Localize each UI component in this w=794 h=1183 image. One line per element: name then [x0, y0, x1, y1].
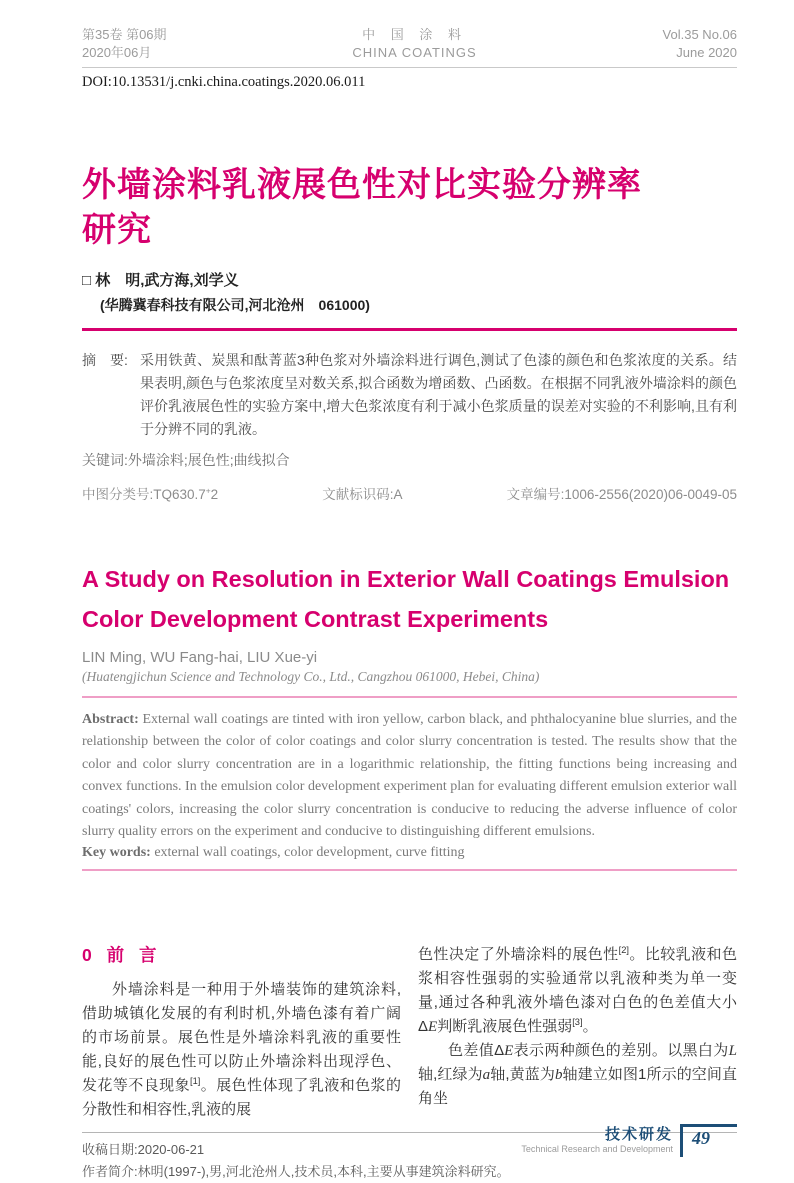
abstract-en-label: Abstract:: [82, 712, 139, 727]
affiliation-en: (Huatengjichun Science and Technology Co., Ltd., Cangzhou 061000, Hebei, China): [82, 669, 540, 684]
clc-number: 中图分类号:TQ630.7+2: [82, 485, 219, 502]
header-vol-issue-cn: 第35卷 第06期: [82, 27, 167, 42]
received-date: 收稿日期:2020-06-21: [82, 1142, 205, 1158]
keywords-en-text: external wall coatings, color development, curve fitting: [154, 845, 465, 861]
journal-name: [352, 26, 476, 62]
article-title-en-line1: A Study on Resolution in Exterior Wall Coatings Emulsion: [82, 566, 730, 592]
body-column-right: [418, 943, 737, 1122]
journal-name-en: CHINA COATINGS: [352, 45, 477, 60]
footer-column-labels: [521, 1124, 673, 1155]
doi-line: DOI:10.13531/j.cnki.china.coatings.2020.06.011: [82, 74, 366, 90]
intro-paragraph-right-1: 色性决定了外墙涂料的展色性[2]。比较乳液和色浆相容性强弱的实验通常以乳液种类为单一变量,通过各种乳液外墙色漆对白色的色差值大小ΔE判断乳液展色性强弱[3]。: [418, 945, 737, 1036]
authors-cn: □ 林 明,武方海,刘学义: [82, 272, 239, 289]
article-id: 文章编号:1006-2556(2020)06-0049-05: [506, 487, 737, 502]
header-vol-issue-en: Vol.35 No.06: [662, 27, 737, 42]
abstract-en: [82, 709, 737, 843]
authors-en: LIN Ming, WU Fang-hai, LIU Xue-yi: [82, 649, 318, 666]
header-date-cn: 2020年06月: [82, 45, 152, 60]
article-title-cn: [82, 163, 737, 253]
abstract-cn-text: 采用铁黄、炭黑和酞菁蓝3种色浆对外墙涂料进行调色,测试了色漆的颜色和色浆浓度的关系。结果表明,颜色与色浆浓度呈对数关系,拟合函数为增函数、凸函数。在根据不同乳液外墙涂料的颜色评价乳液展色性的实验方案中,增大色浆浓度有利于减小色浆质量的误差对实验的不利影响,且有利于分辨不同的乳液。: [140, 352, 737, 437]
abstract-en-text: External wall coatings are tinted with iron yellow, carbon black, and phthalocyanine blue slurries, and the relationship between the color of color coatings and color slurry concentration is tested. The results show that the color and color slurry concentration are in a logarithmic relationship, the fitting functions being increasing and convex functions. In the emulsion color development experiment plan for evaluating different emulsion exterior wall coatings' colors, increasing the color slurry concentration is conducive to reducing the adverse influence of color slurry quality errors on the experiment and conducive to distinguishing different emulsions.: [82, 712, 737, 840]
keywords-cn: [82, 450, 737, 470]
journal-header: [82, 26, 737, 62]
header-divider: [82, 67, 737, 68]
keywords-cn-text: 外墙涂料;展色性;曲线拟合: [127, 452, 290, 468]
classification-row: [82, 483, 737, 503]
page-footer: [521, 1124, 737, 1157]
article-title-en-line2: Color Development Contrast Experiments: [82, 606, 549, 632]
keywords-cn-label: 关键词:: [82, 452, 128, 468]
affiliation-cn: (华腾冀春科技有限公司,河北沧州 061000): [100, 297, 370, 313]
abstract-cn: [82, 349, 737, 441]
body-columns: [82, 943, 737, 1122]
intro-paragraph-right-2: 色差值ΔE表示两种颜色的差别。以黑白为L轴,红绿为a轴,黄蓝为b轴建立如图1所示的空间直角坐: [418, 1042, 738, 1108]
article-title-cn-line2: 研究: [82, 211, 152, 249]
header-date-en: June 2020: [676, 45, 737, 60]
footer-column-cn: 技术研发: [604, 1126, 673, 1144]
keywords-en: [82, 845, 737, 861]
section-heading-intro: 0 前 言: [82, 945, 162, 966]
footer-column-en: Technical Research and Development: [521, 1144, 673, 1155]
document-code: 文献标识码:A: [322, 487, 403, 502]
magenta-divider: [82, 328, 737, 331]
body-column-left: [82, 943, 401, 1122]
header-volume-en: [663, 26, 737, 62]
article-title-en: [82, 559, 737, 639]
pink-divider-bottom: [82, 869, 737, 871]
pink-divider-top: [82, 696, 737, 698]
article-title-cn-line1: 外墙涂料乳液展色性对比实验分辨率: [82, 166, 642, 204]
page-number: 49: [680, 1124, 737, 1157]
author-bio: 作者简介:林明(1997-),男,河北沧州人,技术员,本科,主要从事建筑涂料研究。: [82, 1164, 510, 1180]
header-volume-cn: [82, 26, 167, 62]
journal-name-cn: 中 国 涂 料: [362, 27, 467, 42]
abstract-cn-label: 摘 要:: [82, 352, 128, 368]
intro-paragraph-left: 外墙涂料是一种用于外墙装饰的建筑涂料,借助城镇化发展的有利时机,外墙色漆有着广阔的市场前景。展色性是外墙涂料乳液的重要性能,良好的展色性可以防止外墙涂料出现浮色、发花等不良现象[1]。展色性体现了乳液和色浆的分散性和相容性,乳液的展: [82, 981, 401, 1119]
keywords-en-label: Key words:: [82, 845, 151, 861]
